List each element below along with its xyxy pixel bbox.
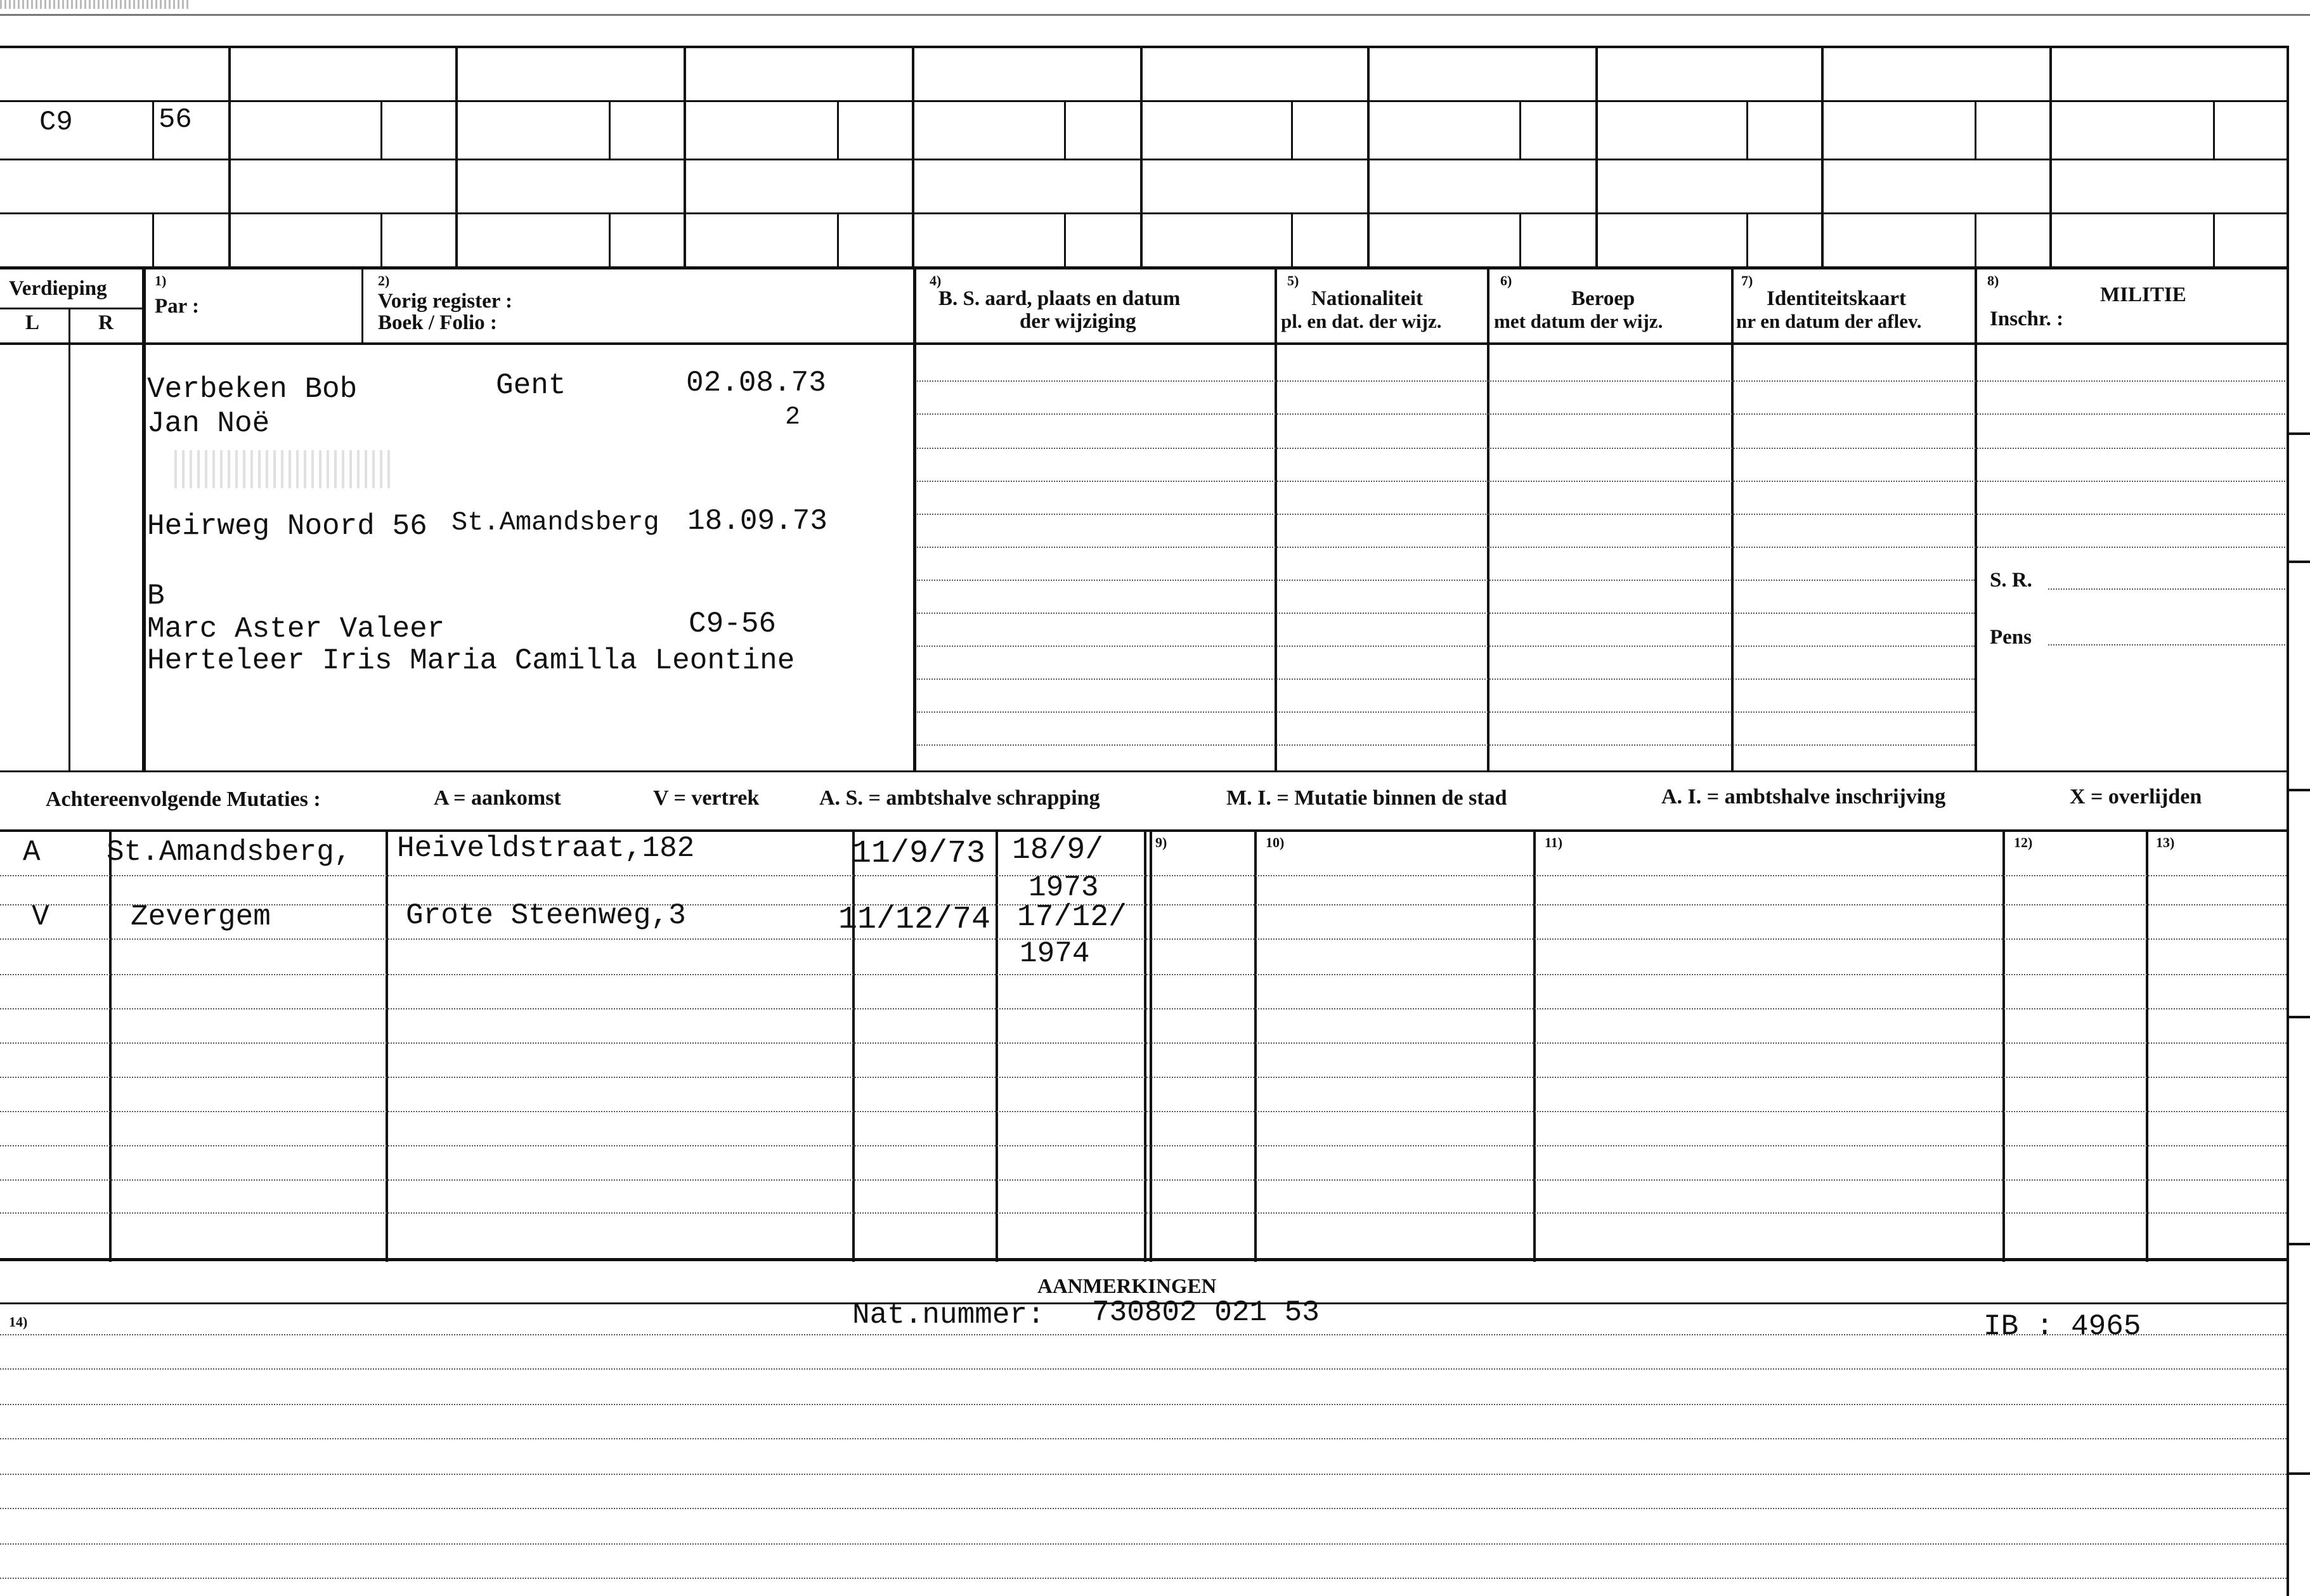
first-names: Jan Noë (147, 407, 270, 440)
nat-number-value: 730802 021 53 (1092, 1296, 1320, 1329)
col5-number: 5) (1287, 273, 1299, 289)
mutation-type: V (32, 900, 49, 933)
nationaliteit-label-1: Nationaliteit (1311, 287, 1423, 310)
remarks-title: AANMERKINGEN (1037, 1275, 1217, 1298)
boek-folio-label: Boek / Folio : (378, 311, 497, 334)
ib-number: IB : 4965 (1983, 1310, 2141, 1343)
mother-name: Herteleer Iris Maria Camilla Leontine (147, 644, 795, 677)
category: B (147, 580, 165, 613)
mark: 2 (785, 403, 801, 432)
col12-number: 12) (2014, 834, 2033, 850)
pens-label: Pens (1990, 626, 2032, 649)
mutation-street: Heiveldstraat,182 (397, 832, 695, 865)
reference-code: C9-56 (689, 607, 777, 640)
identiteitskaart-label-1: Identiteitskaart (1767, 287, 1906, 310)
identiteitskaart-label-2: nr en datum der aflev. (1736, 310, 1922, 332)
sr-label: S. R. (1990, 569, 2032, 592)
col8-number: 8) (1987, 273, 1999, 289)
col13-number: 13) (2156, 834, 2175, 850)
col4-number: 4) (930, 273, 942, 289)
bs-label-2: der wijziging (1020, 310, 1136, 333)
col6-number: 6) (1500, 273, 1512, 289)
inschr-label: Inschr. : (1990, 308, 2064, 330)
mutation-date-1: 11/9/73 (852, 836, 986, 872)
legend-v: V = vertrek (653, 786, 760, 810)
birth-place: Gent (496, 369, 566, 402)
mutation-date-2-year: 1973 (1028, 871, 1099, 904)
par-label: Par : (155, 295, 199, 318)
father-name: Marc Aster Valeer (147, 613, 445, 646)
mutation-type: A (23, 836, 41, 869)
mutation-date-2: 17/12/ (1017, 900, 1127, 935)
address: Heirweg Noord 56 (147, 510, 427, 543)
house-number: 56 (159, 104, 192, 136)
mutation-street: Grote Steenweg,3 (406, 899, 686, 932)
bs-label-1: B. S. aard, plaats en datum (938, 287, 1181, 310)
floor-l-label: L (25, 311, 40, 334)
floor-r-label: R (98, 311, 114, 334)
mutation-place: St.Amandsberg, (107, 836, 352, 869)
vorig-register-label: Vorig register : (378, 290, 513, 313)
registration-date: 18.09.73 (687, 505, 827, 538)
legend-as: A. S. = ambtshalve schrapping (819, 786, 1100, 810)
beroep-label-2: met datum der wijz. (1494, 310, 1663, 332)
nat-number-label: Nat.nummer: (852, 1299, 1045, 1332)
col14-number: 14) (9, 1314, 28, 1330)
commune: St.Amandsberg (451, 507, 659, 538)
col11-number: 11) (1545, 834, 1563, 850)
legend-ai: A. I. = ambtshalve inschrijving (1661, 785, 1946, 808)
legend-title: Achtereenvolgende Mutaties : (46, 788, 321, 811)
person-name: Verbeken Bob (147, 373, 358, 406)
beroep-label-1: Beroep (1571, 287, 1635, 310)
legend-x: X = overlijden (2070, 785, 2202, 808)
mutation-date-2: 18/9/ (1012, 833, 1104, 867)
scan-noise (0, 0, 190, 9)
birth-date: 02.08.73 (686, 367, 826, 399)
faded-stamp (174, 450, 390, 488)
mutation-date-1: 11/12/74 (838, 902, 991, 938)
col10-number: 10) (1266, 834, 1285, 850)
mutation-place: Zevergem (131, 900, 271, 933)
legend-mi: M. I. = Mutatie binnen de stad (1226, 786, 1507, 810)
col2-number: 2) (378, 273, 390, 289)
mutation-date-2-year: 1974 (1020, 937, 1090, 970)
legend-a: A = aankomst (434, 786, 561, 810)
col7-number: 7) (1741, 273, 1753, 289)
militie-label: MILITIE (2100, 283, 2186, 306)
nationaliteit-label-2: pl. en dat. der wijz. (1281, 310, 1442, 332)
verdieping-label: Verdieping (9, 277, 107, 300)
col9-number: 9) (1155, 834, 1167, 850)
col1-number: 1) (155, 273, 167, 289)
block-code: C9 (39, 107, 73, 138)
